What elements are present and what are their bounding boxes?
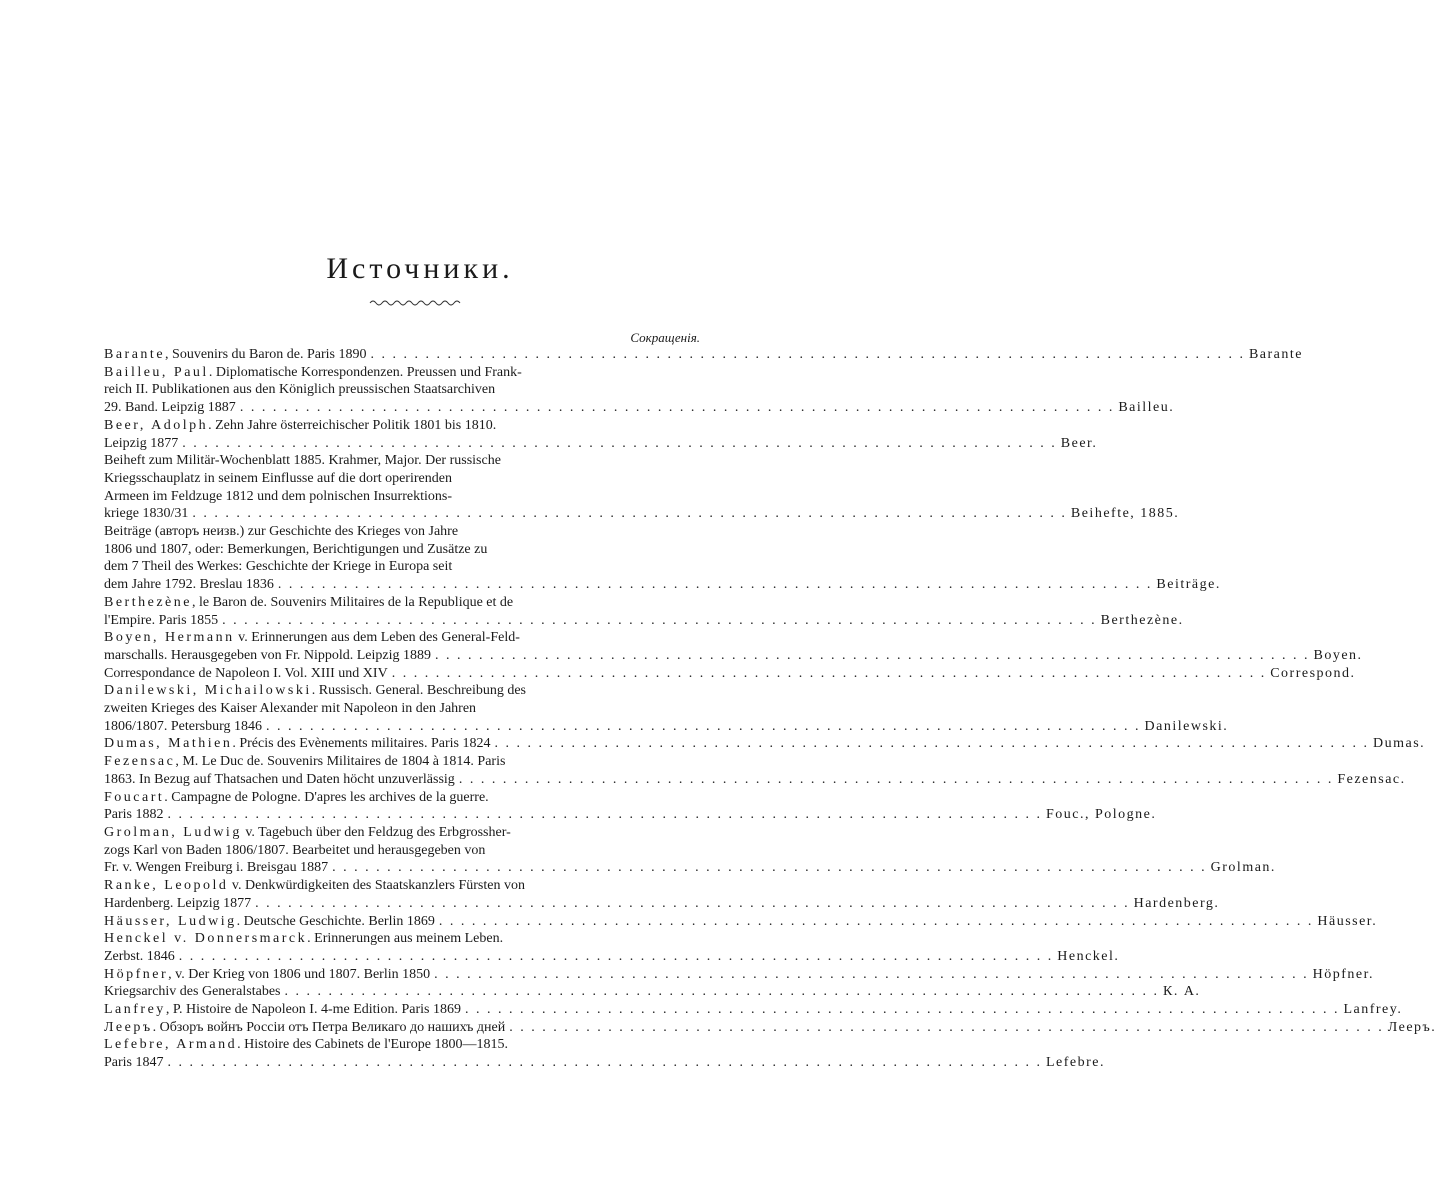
leader-dots: . . . . . . . . . . . . . . . . . . . . . . . . . . . . . . . . . . . . . . . . . . . . . . . . . . . . . . . . . . . . . . . . . . . . . . . . . . . . . . . . (434, 966, 1309, 982)
source-abbreviation: Berthezène. (1100, 612, 1184, 628)
source-abbreviation: Lefebre. (1046, 1055, 1106, 1071)
source-entry (104, 877, 1220, 912)
source-last-line: Leipzig 1877 . . . . . . . . . . . . . . . . . . . . . . . . . . . . . . . . . . . . . . . . . . . . . . . . . . . . . . . . . . . . . . . . . . . . . . . . . . . . . . . . Beer. (104, 435, 1098, 451)
source-entry (104, 682, 1229, 735)
source-text-line: Fezensac, M. Le Duc de. Souvenirs Militaires de 1804 à 1814. Paris (104, 754, 506, 770)
source-entry (104, 629, 1363, 664)
wavy-ornament-divider (370, 296, 460, 310)
source-abbreviation: Dumas. (1373, 736, 1426, 752)
leader-dots: . . . . . . . . . . . . . . . . . . . . . . . . . . . . . . . . . . . . . . . . . . . . . . . . . . . . . . . . . . . . . . . . . . . . . . . . . . . . . . . . (458, 771, 1334, 787)
source-abbreviation: Beer. (1060, 435, 1098, 451)
leader-dots: . . . . . . . . . . . . . . . . . . . . . . . . . . . . . . . . . . . . . . . . . . . . . . . . . . . . . . . . . . . . . . . . . . . . . . . . . . . . . . . . (370, 347, 1245, 362)
abbreviations-column-header: Сокращенія. (630, 330, 700, 345)
source-entry (104, 824, 1276, 877)
leader-dots: . . . . . . . . . . . . . . . . . . . . . . . . . . . . . . . . . . . . . . . . . . . . . . . . . . . . . . . . . . . . . . . . . . . . . . . . . . . . . . . . (391, 665, 1267, 681)
source-last-line: marschalls. Herausgegeben von Fr. Nippold. Leipzig 1889 . . . . . . . . . . . . . . . . . . . . . . . . . . . . . . . . . . . . . . . . . . . . . . . . . . . . . . . . . . . . . . . . . . . . . . . . . . . . . . . . Boyen. (104, 647, 1363, 663)
source-entry (104, 913, 1378, 931)
leader-dots: . . . . . . . . . . . . . . . . . . . . . . . . . . . . . . . . . . . . . . . . . . . . . . . . . . . . . . . . . . . . . . . . . . . . . . . . . . . . . . . . (284, 984, 1159, 1000)
source-text-line: 1806 und 1807, oder: Bemerkungen, Berichtigungen und Zusätze zu (104, 541, 488, 557)
source-entry (104, 665, 1356, 683)
leader-dots: . . . . . . . . . . . . . . . . . . . . . . . . . . . . . . . . . . . . . . . . . . . . . . . . . . . . . . . . . . . . . . . . . . . . . . . . . . . . . . . . (192, 506, 1067, 522)
leader-dots: . . . . . . . . . . . . . . . . . . . . . . . . . . . . . . . . . . . . . . . . . . . . . . . . . . . . . . . . . . . . . . . . . . . . . . . . . . . . . . . . (178, 948, 1054, 964)
source-text-line: Henckel v. Donnersmarck. Erinnerungen aus meinem Leben. (104, 931, 504, 947)
source-abbreviation: Barante (1248, 347, 1303, 362)
source-author: Лееръ (104, 1019, 153, 1035)
source-text-line: Lefebre, Armand. Histoire des Cabinets de l'Europe 1800—1815. (104, 1037, 508, 1053)
source-text-line: Beiheft zum Militär-Wochenblatt 1885. Krahmer, Major. Der russische (104, 453, 501, 469)
source-author: Lefebre, Armand (104, 1037, 238, 1053)
source-last-line: Lanfrey, P. Histoire de Napoleon I. 4-me Edition. Paris 1869 . . . . . . . . . . . . . . . . . . . . . . . . . . . . . . . . . . . . . . . . . . . . . . . . . . . . . . . . . . . . . . . . . . . . . . . . . . . . . . . . Lanfrey. (104, 1002, 1403, 1018)
source-text-line: Beer, Adolph. Zehn Jahre österreichischer Politik 1801 bis 1810. (104, 417, 497, 433)
source-abbreviation: К. А. (1162, 984, 1201, 1000)
page-title: Источники. (326, 252, 514, 285)
source-author: Foucart (104, 789, 165, 805)
source-author: Berthezène (104, 594, 192, 610)
source-author: Ranke, Leopold (104, 878, 229, 894)
source-text-line: Grolman, Ludwig v. Tagebuch über den Feldzug des Erbgrossher- (104, 824, 511, 840)
source-text-line: Armeen im Feldzuge 1812 und dem polnischen Insurrektions- (104, 488, 452, 504)
source-entry (104, 983, 1201, 1001)
source-last-line: dem Jahre 1792. Breslau 1836 . . . . . . . . . . . . . . . . . . . . . . . . . . . . . . . . . . . . . . . . . . . . . . . . . . . . . . . . . . . . . . . . . . . . . . . . . . . . . . . . Beiträge. (104, 577, 1221, 593)
source-author: Dumas, Mathien (104, 736, 233, 752)
source-entry (104, 930, 1120, 965)
source-entry (104, 1001, 1403, 1019)
source-text-line: Kriegsschauplatz in seinem Einflusse auf die dort operirenden (104, 470, 452, 486)
source-entry (104, 753, 1406, 788)
source-last-line: kriege 1830/31 . . . . . . . . . . . . . . . . . . . . . . . . . . . . . . . . . . . . . . . . . . . . . . . . . . . . . . . . . . . . . . . . . . . . . . . . . . . . . . . . Beihefte, 1885. (104, 506, 1180, 522)
leader-dots: . . . . . . . . . . . . . . . . . . . . . . . . . . . . . . . . . . . . . . . . . . . . . . . . . . . . . . . . . . . . . . . . . . . . . . . . . . . . . . . . (239, 400, 1115, 416)
source-text-line: dem 7 Theil des Werkes: Geschichte der Kriege in Europa seit (104, 559, 453, 575)
source-entry (104, 417, 1098, 452)
source-last-line: 1863. In Bezug auf Thatsachen und Daten höcht unzuverlässig . . . . . . . . . . . . . . . . . . . . . . . . . . . . . . . . . . . . . . . . . . . . . . . . . . . . . . . . . . . . . . . . . . . . . . . . . . . . . . . . Fezensac. (104, 771, 1406, 787)
source-entry (104, 364, 1175, 417)
source-entry (104, 594, 1184, 629)
leader-dots: . . . . . . . . . . . . . . . . . . . . . . . . . . . . . . . . . . . . . . . . . . . . . . . . . . . . . . . . . . . . . . . . . . . . . . . . . . . . . . . . (167, 807, 1042, 823)
source-author: Barante (104, 347, 166, 362)
source-abbreviation: Grolman. (1210, 860, 1276, 876)
source-text-line: Bailleu, Paul. Diplomatische Korrespondenzen. Preussen und Frank- (104, 364, 522, 380)
source-last-line: Correspondance de Napoleon I. Vol. XIII und XIV . . . . . . . . . . . . . . . . . . . . . . . . . . . . . . . . . . . . . . . . . . . . . . . . . . . . . . . . . . . . . . . . . . . . . . . . . . . . . . . . Correspond. (104, 665, 1356, 681)
source-text-line: Beiträge (авторъ неизв.) zur Geschichte des Krieges von Jahre (104, 524, 459, 540)
source-abbreviation: Bailleu. (1118, 400, 1175, 416)
source-author: Boyen, Hermann (104, 630, 235, 646)
source-last-line: Paris 1847 . . . . . . . . . . . . . . . . . . . . . . . . . . . . . . . . . . . . . . . . . . . . . . . . . . . . . . . . . . . . . . . . . . . . . . . . . . . . . . . . Lefebre. (104, 1055, 1106, 1071)
source-entry (104, 1019, 1436, 1037)
source-abbreviation: Fouc., Pologne. (1046, 807, 1157, 823)
leader-dots: . . . . . . . . . . . . . . . . . . . . . . . . . . . . . . . . . . . . . . . . . . . . . . . . . . . . . . . . . . . . . . . . . . . . . . . . . . . . . . . . (167, 1055, 1042, 1071)
source-text-line: zweiten Krieges des Kaiser Alexander mit Napoleon in den Jahren (104, 701, 477, 717)
source-author: Grolman, Ludwig (104, 824, 242, 840)
source-text-line: Ranke, Leopold v. Denkwürdigkeiten des Staatskanzlers Fürsten von (104, 878, 525, 894)
source-abbreviation: Häusser. (1317, 913, 1378, 929)
source-last-line: Zerbst. 1846 . . . . . . . . . . . . . . . . . . . . . . . . . . . . . . . . . . . . . . . . . . . . . . . . . . . . . . . . . . . . . . . . . . . . . . . . . . . . . . . . Henckel. (104, 948, 1120, 964)
leader-dots: . . . . . . . . . . . . . . . . . . . . . . . . . . . . . . . . . . . . . . . . . . . . . . . . . . . . . . . . . . . . . . . . . . . . . . . . . . . . . . . . (182, 435, 1057, 451)
source-abbreviation: Hardenberg. (1133, 895, 1220, 911)
leader-dots: . . . . . . . . . . . . . . . . . . . . . . . . . . . . . . . . . . . . . . . . . . . . . . . . . . . . . . . . . . . . . . . . . . . . . . . . . . . . . . . . (332, 860, 1207, 876)
leader-dots: . . . . . . . . . . . . . . . . . . . . . . . . . . . . . . . . . . . . . . . . . . . . . . . . . . . . . . . . . . . . . . . . . . . . . . . . . . . . . . . . (464, 1002, 1340, 1018)
source-text-line: zogs Karl von Baden 1806/1807. Bearbeitet und herausgegeben von (104, 842, 486, 858)
sources-list (104, 346, 1436, 1072)
source-abbreviation: Boyen. (1313, 647, 1363, 663)
source-last-line: Höpfner, v. Der Krieg von 1806 und 1807. Berlin 1850 . . . . . . . . . . . . . . . . . . . . . . . . . . . . . . . . . . . . . . . . . . . . . . . . . . . . . . . . . . . . . . . . . . . . . . . . . . . . . . . . Höpfner. (104, 966, 1374, 982)
leader-dots: . . . . . . . . . . . . . . . . . . . . . . . . . . . . . . . . . . . . . . . . . . . . . . . . . . . . . . . . . . . . . . . . . . . . . . . . . . . . . . . . (509, 1019, 1384, 1035)
source-text-line: Boyen, Hermann v. Erinnerungen aus dem Leben des General-Feld- (104, 630, 520, 646)
source-entry (104, 789, 1157, 824)
source-abbreviation: Danilewski. (1144, 718, 1229, 734)
source-author: Danilewski, Michailowski (104, 683, 312, 699)
source-author: Henckel v. Donnersmarck (104, 931, 308, 947)
leader-dots: . . . . . . . . . . . . . . . . . . . . . . . . . . . . . . . . . . . . . . . . . . . . . . . . . . . . . . . . . . . . . . . . . . . . . . . . . . . . . . . . (434, 647, 1310, 663)
source-text-line: Danilewski, Michailowski. Russisch. General. Beschreibung des (104, 683, 526, 699)
leader-dots: . . . . . . . . . . . . . . . . . . . . . . . . . . . . . . . . . . . . . . . . . . . . . . . . . . . . . . . . . . . . . . . . . . . . . . . . . . . . . . . . (266, 718, 1141, 734)
source-author: Bailleu, Paul (104, 364, 209, 380)
source-abbreviation: Fezensac. (1337, 771, 1406, 787)
source-abbreviation: Лееръ. (1387, 1019, 1436, 1035)
leader-dots: . . . . . . . . . . . . . . . . . . . . . . . . . . . . . . . . . . . . . . . . . . . . . . . . . . . . . . . . . . . . . . . . . . . . . . . . . . . . . . . . (494, 736, 1370, 752)
source-last-line: Häusser, Ludwig. Deutsche Geschichte. Berlin 1869 . . . . . . . . . . . . . . . . . . . . . . . . . . . . . . . . . . . . . . . . . . . . . . . . . . . . . . . . . . . . . . . . . . . . . . . . . . . . . . . . Häusser. (104, 913, 1378, 929)
source-entry (104, 966, 1374, 984)
source-author: Beer, Adolph (104, 417, 209, 433)
source-entry (104, 1036, 1106, 1071)
source-author: Häusser, Ludwig (104, 913, 237, 929)
source-entry (104, 523, 1221, 594)
source-author: Höpfner (104, 966, 169, 982)
source-abbreviation: Beiträge. (1156, 577, 1221, 593)
leader-dots: . . . . . . . . . . . . . . . . . . . . . . . . . . . . . . . . . . . . . . . . . . . . . . . . . . . . . . . . . . . . . . . . . . . . . . . . . . . . . . . . (438, 913, 1314, 929)
source-abbreviation: Beihefte, 1885. (1070, 506, 1180, 522)
source-last-line: Hardenberg. Leipzig 1877 . . . . . . . . . . . . . . . . . . . . . . . . . . . . . . . . . . . . . . . . . . . . . . . . . . . . . . . . . . . . . . . . . . . . . . . . . . . . . . . . Hardenberg. (104, 895, 1220, 911)
source-author: Lanfrey (104, 1002, 166, 1018)
source-entry (104, 735, 1426, 753)
source-text-line: Berthezène, le Baron de. Souvenirs Militaires de la Republique et de (104, 594, 514, 610)
leader-dots: . . . . . . . . . . . . . . . . . . . . . . . . . . . . . . . . . . . . . . . . . . . . . . . . . . . . . . . . . . . . . . . . . . . . . . . . . . . . . . . . (222, 612, 1097, 628)
source-last-line: 1806/1807. Petersburg 1846 . . . . . . . . . . . . . . . . . . . . . . . . . . . . . . . . . . . . . . . . . . . . . . . . . . . . . . . . . . . . . . . . . . . . . . . . . . . . . . . . Danilewski. (104, 718, 1229, 734)
source-abbreviation: Lanfrey. (1343, 1002, 1403, 1018)
source-last-line: Paris 1882 . . . . . . . . . . . . . . . . . . . . . . . . . . . . . . . . . . . . . . . . . . . . . . . . . . . . . . . . . . . . . . . . . . . . . . . . . . . . . . . . Fouc., Pologne. (104, 807, 1157, 823)
source-last-line: 29. Band. Leipzig 1887 . . . . . . . . . . . . . . . . . . . . . . . . . . . . . . . . . . . . . . . . . . . . . . . . . . . . . . . . . . . . . . . . . . . . . . . . . . . . . . . . Bailleu. (104, 400, 1175, 416)
leader-dots: . . . . . . . . . . . . . . . . . . . . . . . . . . . . . . . . . . . . . . . . . . . . . . . . . . . . . . . . . . . . . . . . . . . . . . . . . . . . . . . . (255, 895, 1130, 911)
source-last-line: Kriegsarchiv des Generalstabes . . . . . . . . . . . . . . . . . . . . . . . . . . . . . . . . . . . . . . . . . . . . . . . . . . . . . . . . . . . . . . . . . . . . . . . . . . . . . . . . К. А. (104, 984, 1201, 1000)
source-last-line: l'Empire. Paris 1855 . . . . . . . . . . . . . . . . . . . . . . . . . . . . . . . . . . . . . . . . . . . . . . . . . . . . . . . . . . . . . . . . . . . . . . . . . . . . . . . . Berthezène. (104, 612, 1184, 628)
source-entry (104, 346, 1303, 364)
source-last-line: Лееръ. Обзоръ войнъ Россіи отъ Петра Великаго до нашихъ дней . . . . . . . . . . . . . . . . . . . . . . . . . . . . . . . . . . . . . . . . . . . . . . . . . . . . . . . . . . . . . . . . . . . . . . . . . . . . . . . . Лееръ. (104, 1019, 1436, 1035)
source-last-line: Fr. v. Wengen Freiburg i. Breisgau 1887 . . . . . . . . . . . . . . . . . . . . . . . . . . . . . . . . . . . . . . . . . . . . . . . . . . . . . . . . . . . . . . . . . . . . . . . . . . . . . . . . Grolman. (104, 860, 1276, 876)
source-last-line: Barante, Souvenirs du Baron de. Paris 1890 . . . . . . . . . . . . . . . . . . . . . . . . . . . . . . . . . . . . . . . . . . . . . . . . . . . . . . . . . . . . . . . . . . . . . . . . . . . . . . . . Barante (104, 347, 1303, 362)
source-entry (104, 452, 1180, 523)
source-abbreviation: Höpfner. (1312, 966, 1374, 982)
source-abbreviation: Correspond. (1270, 665, 1356, 681)
source-abbreviation: Henckel. (1057, 948, 1120, 964)
source-last-line: Dumas, Mathien. Précis des Evènements militaires. Paris 1824 . . . . . . . . . . . . . . . . . . . . . . . . . . . . . . . . . . . . . . . . . . . . . . . . . . . . . . . . . . . . . . . . . . . . . . . . . . . . . . . . Dumas. (104, 736, 1426, 752)
source-text-line: Foucart. Campagne de Pologne. D'apres les archives de la guerre. (104, 789, 489, 805)
leader-dots: . . . . . . . . . . . . . . . . . . . . . . . . . . . . . . . . . . . . . . . . . . . . . . . . . . . . . . . . . . . . . . . . . . . . . . . . . . . . . . . . (277, 577, 1153, 593)
source-text-line: reich II. Publikationen aus den Königlich preussischen Staatsarchiven (104, 382, 496, 398)
source-author: Fezensac (104, 754, 176, 770)
